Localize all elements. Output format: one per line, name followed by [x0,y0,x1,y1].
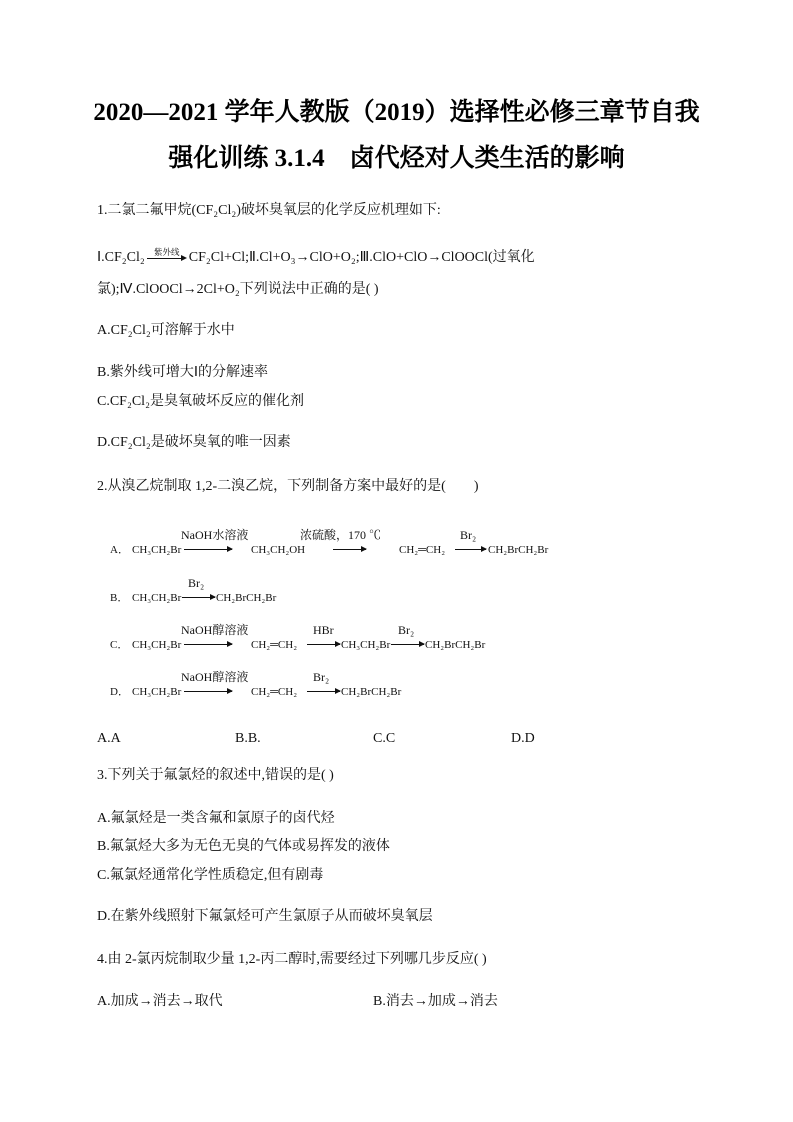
page-title-line-2: 强化训练 3.1.4 卤代烃对人类生活的影响 [168,145,625,172]
scheme-formula: CH₃CH₂Br [132,639,182,651]
question-3-option-c: C.氟氯烃通常化学性质稳定,但有剧毒 [97,868,324,883]
reaction-condition: Br₂ [188,576,205,590]
question-3-option-a: A.氟氯烃是一类含氟和氯原子的卤代烃 [97,811,335,826]
scheme-formula: CH₂═CH₂ [399,544,446,556]
reaction-condition: Br₂ [398,623,415,637]
question-2-option-c: C.C [373,731,396,746]
question-1-option-b: B.紫外线可增大Ⅰ的分解速率 [97,365,268,380]
scheme-formula: CH₂═CH₂ [251,686,298,698]
question-3-stem: 3.下列关于氟氯烃的叙述中,错误的是( ) [97,768,334,783]
question-4-stem: 4.由 2-氯丙烷制取少量 1,2-丙二醇时,需要经过下列哪几步反应( ) [97,952,487,967]
reaction-arrow [333,549,366,550]
reaction-condition: Br₂ [313,670,330,684]
reaction-condition: NaOH醇溶液 [181,670,249,684]
question-3-option-d: D.在紫外线照射下氟氯烃可产生氯原子从而破坏臭氧层 [97,909,433,924]
question-2-stem: 2.从溴乙烷制取 1,2-二溴乙烷，下列制备方案中最好的是( ) [97,479,479,494]
reaction-arrow [184,549,232,550]
mechanism-steps-continued: CF₂Cl+Cl;Ⅱ.Cl+O₃→ClO+O₂;Ⅲ.ClO+ClO→ClOOCl(过氧化 [188,250,535,265]
scheme-formula: CH₂BrCH₂Br [341,686,402,698]
scheme-formula: CH₃CH₂OH [251,544,306,556]
question-1-option-a: A.CF₂Cl₂可溶解于水中 [97,323,235,338]
question-2-option-d: D.D [511,731,535,746]
scheme-formula: CH₂═CH₂ [251,639,298,651]
reaction-arrow [391,644,424,645]
scheme-label: A． [110,544,129,556]
reaction-condition: NaOH水溶液 [181,528,249,542]
scheme-label: D． [110,686,129,698]
reaction-arrow [184,644,232,645]
scheme-label: B． [110,592,129,604]
question-4-option-a: A.加成→消去→取代 [97,994,223,1009]
reaction-condition: Br₂ [460,528,477,542]
scheme-formula: CH₃CH₂Br [132,544,182,556]
question-1-stem: 1.二氯二氟甲烷(CF₂Cl₂)破坏臭氧层的化学反应机理如下: [97,203,441,218]
question-4-option-b: B.消去→加成→消去 [373,994,498,1009]
scheme-label: C． [110,639,129,651]
question-1-option-c: C.CF₂Cl₂是臭氧破坏反应的催化剂 [97,394,304,409]
question-2-option-a: A.A [97,731,121,746]
scheme-formula: CH₃CH₂Br [132,592,182,604]
scheme-formula: CH₂BrCH₂Br [488,544,549,556]
scheme-formula: CH₂BrCH₂Br [425,639,486,651]
reaction-arrow [184,691,232,692]
question-2-option-b: B.B. [235,731,261,746]
scheme-formula: CH₃CH₂Br [341,639,391,651]
reaction-arrow [307,644,340,645]
page-title-line-1: 2020—2021 学年人教版（2019）选择性必修三章节自我 [93,99,700,126]
scheme-formula: CH₃CH₂Br [132,686,182,698]
reaction-condition: 紫外线 [153,247,180,257]
reaction-condition: NaOH醇溶液 [181,623,249,637]
question-1-mechanism-line-2: 氯);Ⅳ.ClOOCl→2Cl+O₂下列说法中正确的是( ) [97,282,379,297]
reaction-arrow [455,549,486,550]
reaction-condition: 浓硫酸，170 ℃ [300,528,382,542]
scheme-formula: CH₂BrCH₂Br [216,592,277,604]
arrow-shaft [147,258,185,259]
reaction-arrow [182,597,215,598]
reaction-arrow [307,691,340,692]
question-3-option-b: B.氟氯烃大多为无色无臭的气体或易挥发的液体 [97,839,390,854]
mechanism-step-1-reactant: Ⅰ.CF₂Cl₂ [97,250,145,265]
question-1-mechanism-line-1 [97,248,535,268]
reaction-condition: HBr [313,623,334,637]
reaction-arrow [146,248,188,268]
question-1-option-d: D.CF₂Cl₂是破坏臭氧的唯一因素 [97,435,291,450]
